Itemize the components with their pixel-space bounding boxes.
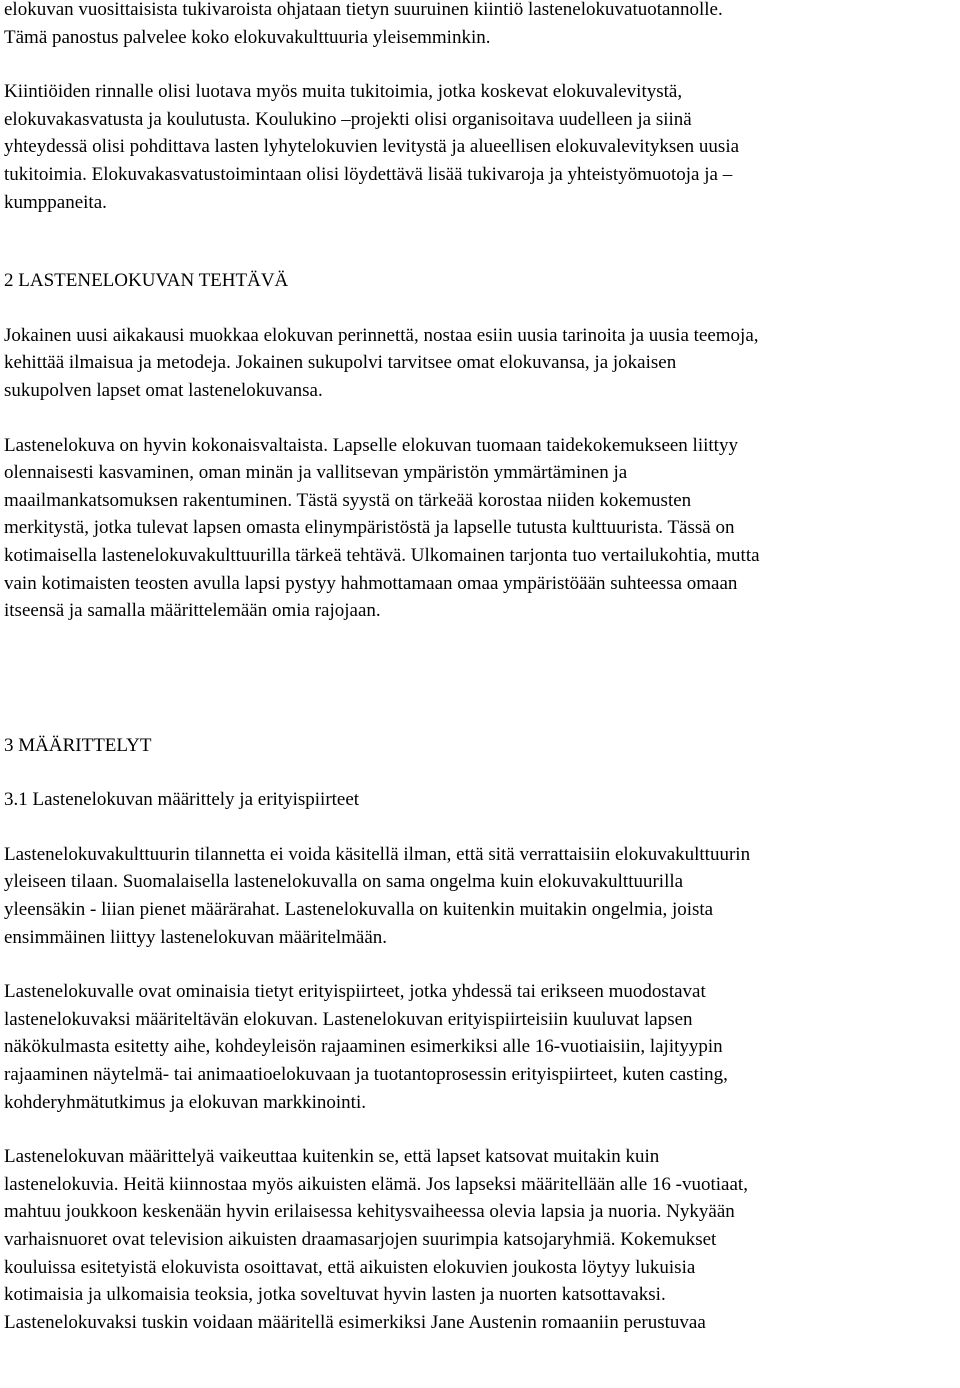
paragraph — [4, 322, 960, 405]
text-line: Lastenelokuvan määrittelyä vaikeuttaa kuitenkin se, että lapset katsovat muitakin kuin — [4, 1146, 660, 1168]
text-line: näkökulmasta esitetty aihe, kohdeyleisön rajaaminen esimerkiksi alle 16-vuotiaisiin, lajityypin — [4, 1036, 723, 1058]
text-line: lastenelokuvaksi määriteltävän elokuvan. Lastenelokuvan erityispiirteisiin kuuluvat lapsen — [4, 1008, 693, 1030]
text-line: mahtuu joukkoon keskenään hyvin erilaisessa kehitysvaiheessa olevia lapsia ja nuoria. Nykyään — [4, 1201, 735, 1223]
text-line: Lastenelokuvalle ovat ominaisia tietyt erityispiirteet, jotka yhdessä tai erikseen muodostavat — [4, 981, 706, 1003]
text-line: kohderyhmätutkimus ja elokuvan markkinointi. — [4, 1091, 366, 1113]
text-line: maailmankatsomuksen rakentuminen. Tästä syystä on tärkeää korostaa niiden kokemusten — [4, 489, 692, 511]
document-page — [4, 0, 960, 1336]
text-line: yleensäkin - liian pienet määrärahat. Lastenelokuvalla on kuitenkin muitakin ongelmia, joista — [4, 899, 714, 921]
paragraph — [4, 78, 960, 216]
paragraph — [4, 432, 960, 625]
text-line: ensimmäinen liittyy lastenelokuvan määritelmään. — [4, 926, 388, 948]
text-line: Lastenelokuva on hyvin kokonaisvaltaista. Lapselle elokuvan tuomaan taidekokemukseen liittyy — [4, 434, 738, 456]
text-line: rajaaminen näytelmä- tai animaatioelokuvaan ja tuotantoprosessin erityispiirteet, kuten casting, — [4, 1064, 728, 1086]
text-line: elokuvakasvatusta ja koulutusta. Koulukino –projekti olisi organisoitava uudelleen ja siinä — [4, 108, 692, 130]
text-line: kumppaneita. — [4, 191, 107, 213]
text-line: elokuvan vuosittaisista tukivaroista ohjataan tietyn suuruinen kiintiö lastenelokuvatuotannolle. — [4, 0, 723, 20]
text-line: vain kotimaisten teosten avulla lapsi pystyy hahmottamaan omaa ympäristöään suhteessa omaan — [4, 572, 738, 594]
section-heading — [4, 732, 960, 760]
paragraph — [4, 1143, 960, 1336]
text-line: Kiintiöiden rinnalle olisi luotava myös muita tukitoimia, jotka koskevat elokuvalevitystä, — [4, 81, 683, 103]
text-line: varhaisnuoret ovat television aikuisten draamasarjojen suurimpia katsojaryhmiä. Kokemukset — [4, 1229, 717, 1250]
text-line: Lastenelokuvakulttuurin tilannetta ei voida käsitellä ilman, että sitä verrattaisiin elokuvakulttuurin — [4, 843, 751, 865]
heading-text: 3 MÄÄRITTELYT — [4, 734, 152, 756]
paragraph — [4, 978, 960, 1116]
text-line: Jokainen uusi aikakausi muokkaa elokuvan perinnettä, nostaa esiin uusia tarinoita ja uusia teemoja, — [4, 324, 759, 346]
section-heading — [4, 267, 960, 295]
heading-text: 3.1 Lastenelokuvan määrittely ja erityispiirteet — [4, 789, 360, 811]
text-line: yleiseen tilaan. Suomalaisella lastenelokuvalla on sama ongelma kuin elokuvakulttuurilla — [4, 871, 684, 893]
text-line: itseensä ja samalla määrittelemään omia rajojaan. — [4, 600, 381, 622]
text-line: kehittää ilmaisua ja metodeja. Jokainen sukupolvi tarvitsee omat elokuvansa, ja jokaisen — [4, 352, 677, 374]
text-line: kotimaisia ja ulkomaisia teoksia, jotka soveltuvat hyvin lasten ja nuorten katsottavaksi. — [4, 1284, 666, 1306]
paragraph — [4, 841, 960, 951]
heading-text: 2 LASTENELOKUVAN TEHTÄVÄ — [4, 270, 289, 292]
text-line: merkitystä, jotka tulevat lapsen omasta elinympäristöstä ja lapselle tutusta kulttuurista. Tässä on — [4, 517, 735, 539]
text-line: tukitoimia. Elokuvakasvatustoimintaan olisi löydettävä lisää tukivaroja ja yhteistyömuotoja ja – — [4, 163, 733, 185]
text-line: sukupolven lapset omat lastenelokuvansa. — [4, 379, 323, 401]
paragraph — [4, 0, 960, 51]
text-line: olennaisesti kasvaminen, oman minän ja vallitsevan ympäristön ymmärtäminen ja — [4, 462, 628, 484]
text-line: Tämä panostus palvelee koko elokuvakulttuuria yleisemminkin. — [4, 26, 491, 48]
text-line: kotimaisella lastenelokuvakulttuurilla tärkeä tehtävä. Ulkomainen tarjonta tuo vertailukohtia, mutta — [4, 544, 760, 566]
text-line: lastenelokuvia. Heitä kiinnostaa myös aikuisten elämä. Jos lapseksi määritellään alle 16 -vuotiaat, — [4, 1173, 748, 1195]
text-line: kouluissa esitetyistä elokuvista osoittavat, että aikuisten elokuvien joukosta löytyy lukuisia — [4, 1256, 696, 1278]
text-line: Lastenelokuvaksi tuskin voidaan määritellä esimerkiksi Jane Austenin romaaniin perustuvaa — [4, 1311, 706, 1333]
subsection-heading — [4, 786, 960, 814]
text-line: yhteydessä olisi pohdittava lasten lyhytelokuvien levitystä ja alueellisen elokuvalevityksen uusia — [4, 136, 740, 158]
